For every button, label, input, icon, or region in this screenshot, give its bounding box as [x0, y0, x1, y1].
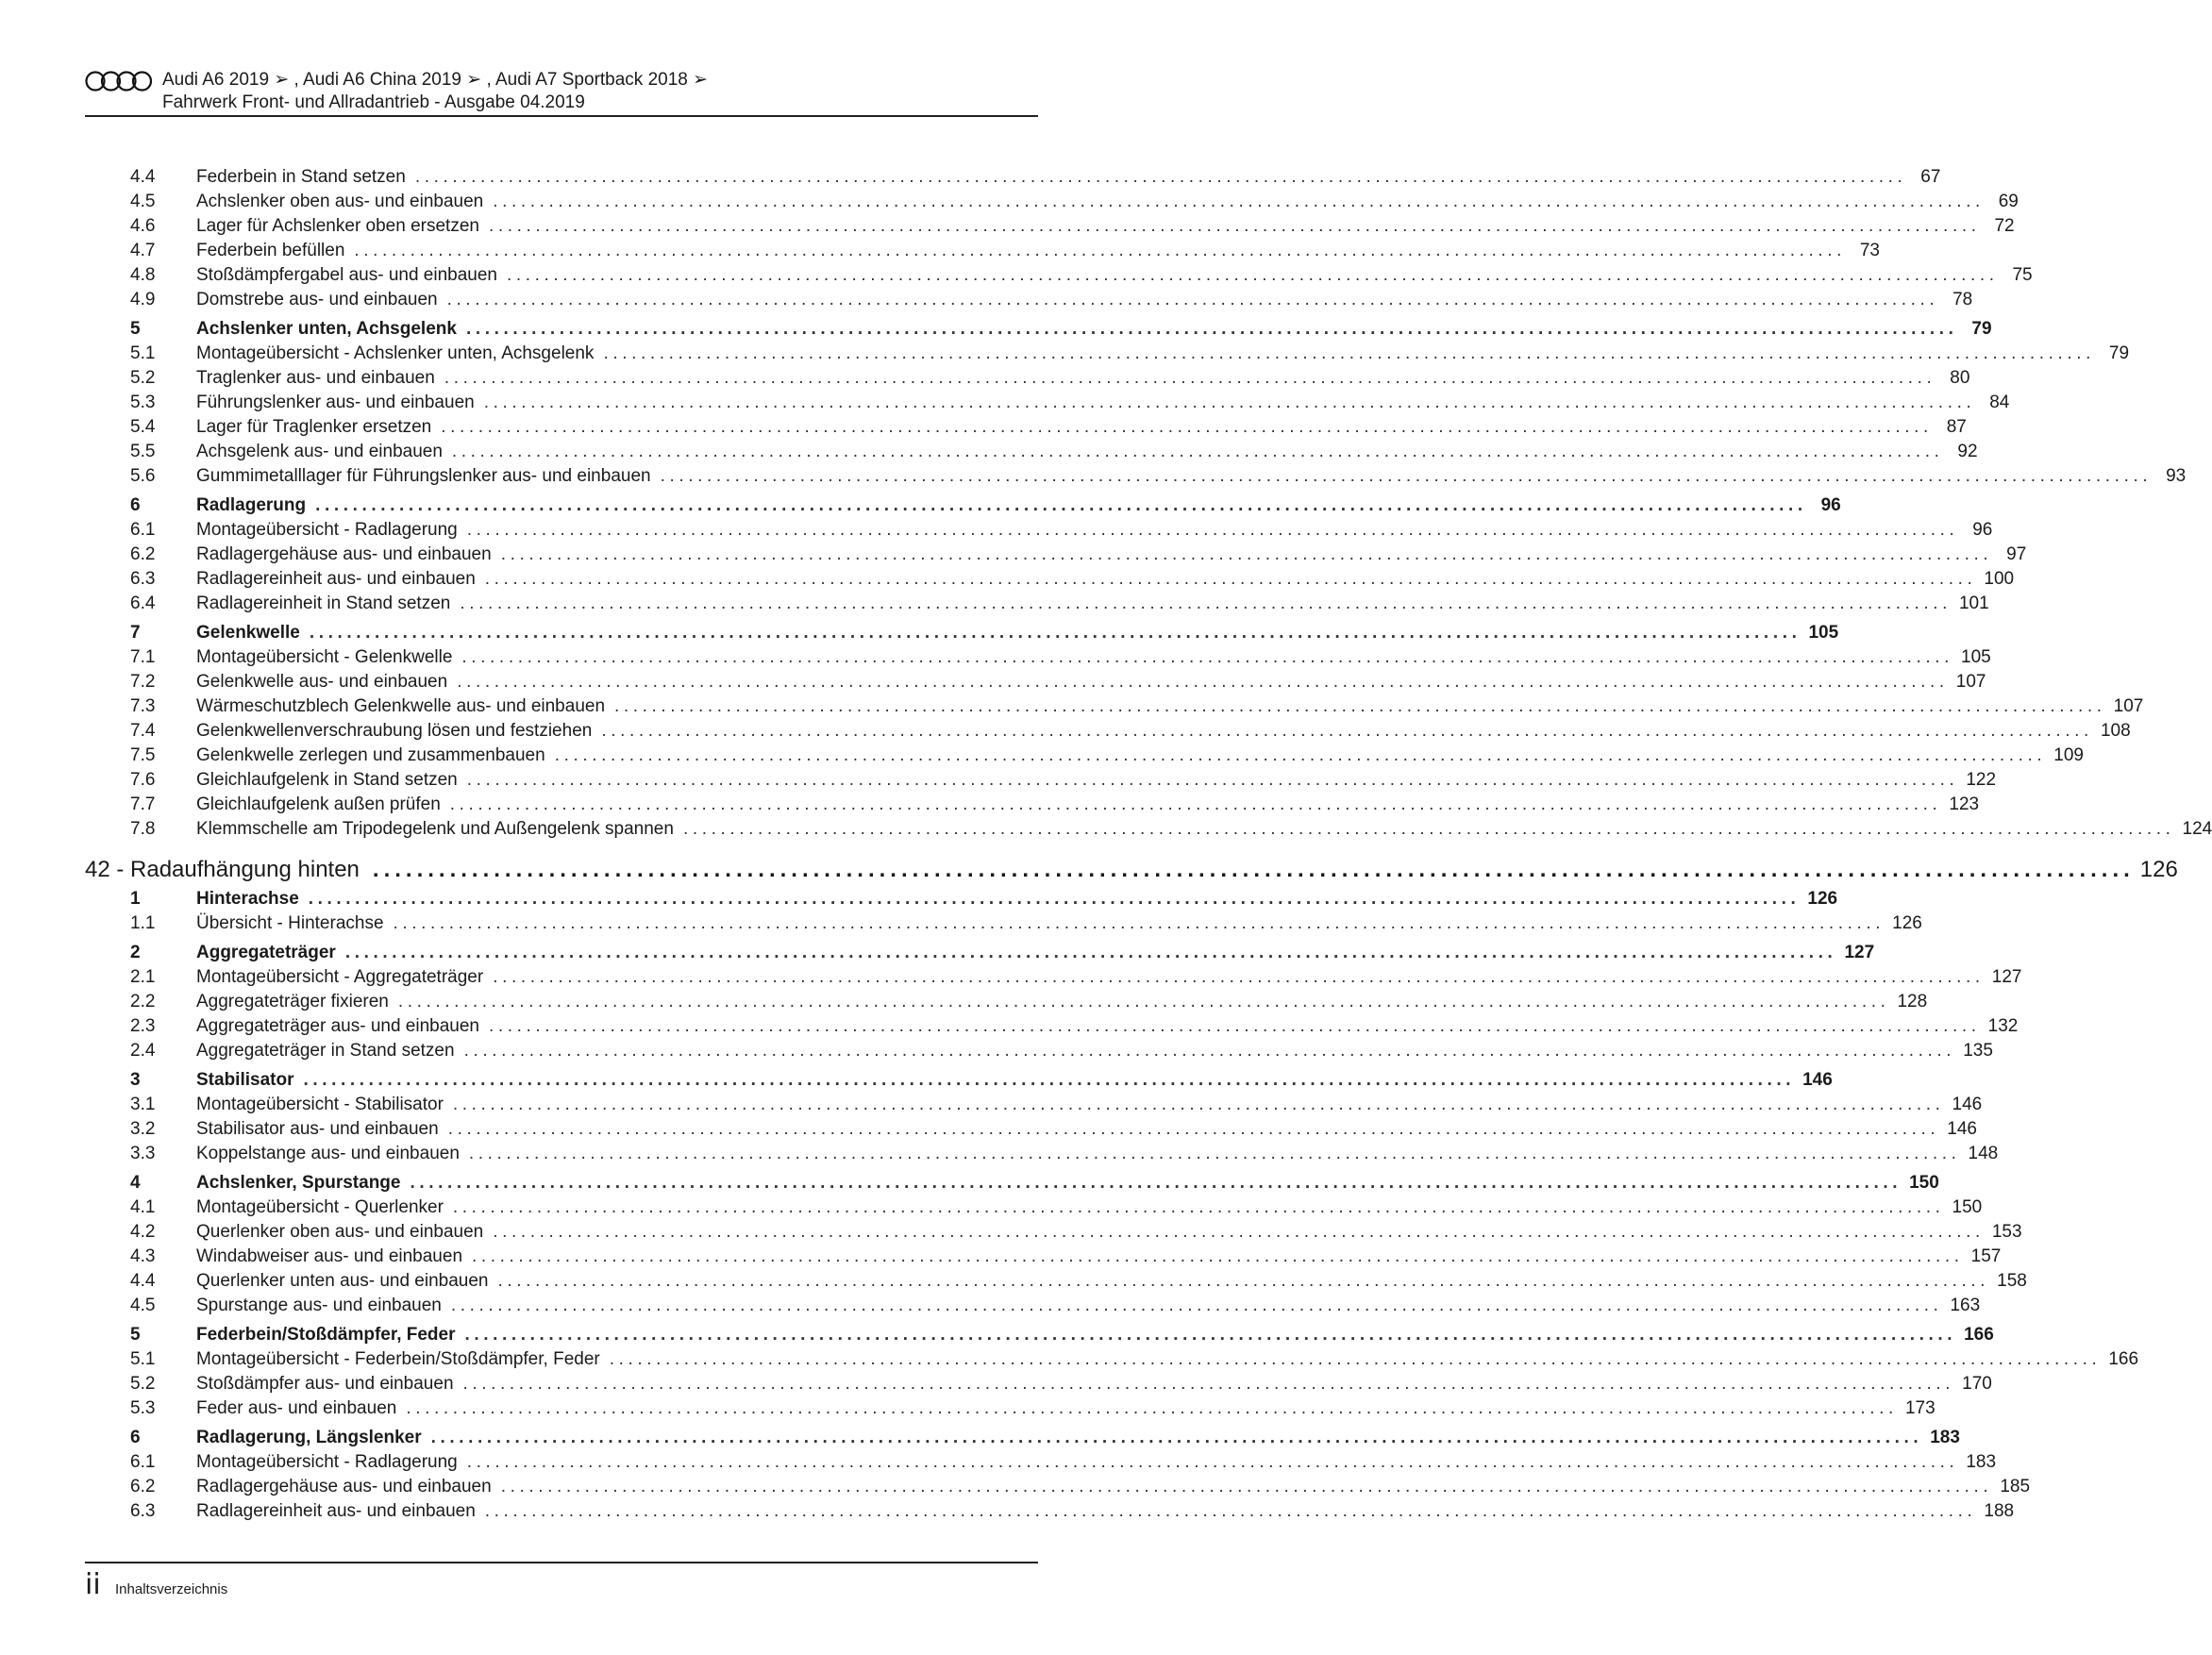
entry-title: Stoßdämpfer aus- und einbauen [196, 1374, 454, 1394]
entry-number: 5.5 [130, 442, 156, 461]
toc-entry-row[interactable] [85, 263, 2033, 288]
dot-leader: ................................................................................................................................................................ [406, 1398, 1898, 1418]
toc-entry-row[interactable] [85, 768, 1997, 793]
entry-page-number: 92 [1957, 442, 1978, 461]
entry-number: 5 [130, 319, 141, 339]
toc-entry-row[interactable] [85, 518, 1993, 543]
dot-leader: ................................................................................................................................................................ [460, 593, 1952, 613]
entry-number: 5.1 [130, 343, 156, 363]
entry-title: Gelenkwelle [196, 623, 300, 643]
toc-entry-row[interactable] [85, 817, 2212, 842]
entry-page-number: 107 [1955, 672, 1986, 692]
dot-leader: ................................................................................................................................................................ [430, 1428, 1923, 1447]
toc-entry-row[interactable] [85, 645, 1991, 670]
entry-page-number: 135 [1963, 1041, 1993, 1061]
entry-page-number: 126 [1807, 889, 1838, 909]
entry-page-number: 166 [1964, 1325, 1994, 1345]
entry-page-number: 124 [2182, 819, 2212, 839]
entry-title: Klemmschelle am Tripodegelenk und Außengelenk spannen [196, 819, 674, 839]
dot-leader: ................................................................................................................................................................ [483, 393, 1976, 412]
entry-number: 4.3 [130, 1246, 156, 1266]
entry-number: 2.3 [130, 1016, 156, 1036]
entry-page-number: 73 [1859, 241, 1880, 260]
dot-leader: ................................................................................................................................................................ [601, 721, 2093, 741]
entry-title: Querlenker oben aus- und einbauen [196, 1222, 484, 1242]
dot-leader: ................................................................................................................................................................ [393, 913, 1885, 933]
toc-section-heading[interactable] [85, 853, 2178, 887]
entry-page-number: 69 [1998, 192, 2019, 211]
entry-title: Montageübersicht - Radlagerung [196, 1452, 458, 1472]
toc-entry-row[interactable] [85, 165, 1941, 190]
page-header [85, 66, 1038, 117]
toc-entry-row[interactable] [85, 239, 1880, 263]
entry-number: 2.2 [130, 992, 156, 1011]
dot-leader: ................................................................................................................................................................ [493, 1222, 1985, 1242]
entry-number: 2.1 [130, 967, 156, 987]
entry-title: Montageübersicht - Radlagerung [196, 520, 458, 540]
entry-page-number: 100 [1984, 569, 2015, 589]
toc-chapter-row[interactable] [85, 1068, 1833, 1093]
entry-title: Traglenker aus- und einbauen [196, 368, 435, 388]
toc-entry-row[interactable] [85, 1499, 2015, 1524]
entry-number: 5.4 [130, 417, 156, 437]
entry-title: Übersicht - Hinterachse [196, 913, 384, 933]
section-title: 42 - Radaufhängung hinten [85, 857, 360, 882]
entry-page-number: 146 [1802, 1070, 1833, 1090]
header-divider [85, 115, 1038, 117]
entry-page-number: 108 [2100, 721, 2131, 741]
dot-leader: ................................................................................................................................................................ [500, 544, 1993, 564]
entry-title: Spurstange aus- und einbauen [196, 1296, 442, 1315]
entry-title: Federbein in Stand setzen [196, 167, 406, 187]
toc-entry-row[interactable] [85, 190, 2019, 214]
entry-page-number: 96 [1972, 520, 1993, 540]
entry-title: Radlagergehäuse aus- und einbauen [196, 544, 492, 564]
entry-title: Radlagereinheit aus- und einbauen [196, 1501, 476, 1521]
entry-title: Lager für Achslenker oben ersetzen [196, 216, 479, 236]
entry-number: 2.4 [130, 1041, 156, 1061]
entry-page-number: 79 [2108, 343, 2130, 363]
entry-title: Montageübersicht - Federbein/Stoßdämpfer, Feder [196, 1349, 600, 1369]
entry-title: Achsgelenk aus- und einbauen [196, 442, 443, 461]
dot-leader: ................................................................................................................................................................ [449, 794, 1942, 814]
entry-title: Hinterachse [196, 889, 299, 909]
toc-group-front-axle [85, 165, 2212, 842]
entry-page-number: 157 [1970, 1246, 2002, 1266]
entry-page-number: 166 [2108, 1349, 2139, 1369]
dot-leader: ................................................................................................................................................................ [603, 343, 2096, 363]
toc-entry-row[interactable] [85, 391, 2010, 415]
entry-title: Montageübersicht - Achslenker unten, Achsgelenk [196, 343, 595, 363]
dot-leader: ................................................................................................................................................................ [397, 992, 1890, 1011]
entry-title: Wärmeschutzblech Gelenkwelle aus- und einbauen [196, 696, 606, 716]
dot-leader: ................................................................................................................................................................ [500, 1477, 1993, 1496]
entry-number: 5.2 [130, 368, 156, 388]
toc-entry-row[interactable] [85, 911, 1922, 936]
entry-number: 1 [130, 889, 141, 909]
entry-number: 6.3 [130, 569, 156, 589]
entry-page-number: 158 [1997, 1271, 2027, 1291]
toc-chapter-row[interactable] [85, 317, 1992, 342]
entry-number: 7.2 [130, 672, 156, 692]
dot-leader: ................................................................................................................................................................ [466, 770, 1959, 790]
dot-leader: ................................................................................................................................................................ [450, 1296, 1943, 1315]
entry-number: 7.1 [130, 647, 156, 667]
toc-chapter-row[interactable] [85, 621, 1839, 645]
dot-leader: ................................................................................................................................................................ [493, 967, 1985, 987]
entry-page-number: 75 [2012, 265, 2033, 285]
entry-number: 5.1 [130, 1349, 156, 1369]
entry-number: 7.7 [130, 794, 156, 814]
entry-number: 4.5 [130, 1296, 156, 1315]
entry-number: 7.5 [130, 745, 156, 765]
dot-leader: ................................................................................................................................................................ [497, 1271, 1990, 1291]
toc-entry-row[interactable] [85, 1294, 1981, 1318]
entry-page-number: 109 [2053, 745, 2084, 765]
toc-entry-row[interactable] [85, 1245, 2002, 1269]
toc-entry-row[interactable] [85, 793, 1980, 817]
entry-page-number: 132 [1987, 1016, 2019, 1036]
dot-leader: ................................................................................................................................................................ [609, 1349, 2102, 1369]
dot-leader: ................................................................................................................................................................ [372, 857, 2135, 882]
entry-page-number: 105 [1808, 623, 1839, 643]
entry-title: Radlagereinheit aus- und einbauen [196, 569, 476, 589]
toc-entry-row[interactable] [85, 1014, 2019, 1039]
entry-title: Achslenker unten, Achsgelenk [196, 319, 457, 339]
entry-number: 4.2 [130, 1222, 156, 1242]
audi-rings-logo [85, 70, 153, 92]
entry-page-number: 101 [1958, 593, 1989, 613]
toc-chapter-row[interactable] [85, 1171, 1939, 1195]
toc-entry-row[interactable] [85, 543, 2027, 567]
toc-entry-row[interactable] [85, 1347, 2139, 1372]
toc-entry-row[interactable] [85, 366, 1970, 391]
entry-title: Querlenker unten aus- und einbauen [196, 1271, 489, 1291]
entry-page-number: 128 [1897, 992, 1928, 1011]
toc-entry-row[interactable] [85, 1195, 1983, 1220]
entry-number: 6 [130, 495, 141, 515]
entry-number: 3.3 [130, 1144, 156, 1163]
dot-leader: ................................................................................................................................................................ [447, 1119, 1940, 1139]
entry-number: 4.9 [130, 290, 156, 309]
dot-leader: ................................................................................................................................................................ [446, 290, 1939, 309]
entry-page-number: 150 [1952, 1197, 1983, 1217]
entry-title: Achslenker oben aus- und einbauen [196, 192, 484, 211]
dot-leader: ................................................................................................................................................................ [444, 368, 1936, 388]
entry-number: 6.1 [130, 1452, 156, 1472]
dot-leader: ................................................................................................................................................................ [451, 442, 1944, 461]
entry-page-number: 173 [1904, 1398, 1936, 1418]
entry-number: 4.4 [130, 167, 156, 187]
entry-title: Aggregateträger [196, 943, 336, 962]
entry-page-number: 185 [2000, 1477, 2031, 1496]
entry-number: 4.5 [130, 192, 156, 211]
entry-page-number: 105 [1961, 647, 1991, 667]
entry-page-number: 93 [2166, 466, 2187, 486]
toc-entry-row[interactable] [85, 214, 2015, 239]
entry-number: 7.8 [130, 819, 156, 839]
entry-page-number: 153 [1991, 1222, 2022, 1242]
toc-entry-row[interactable] [85, 1142, 1999, 1166]
toc-entry-row[interactable] [85, 1269, 2027, 1294]
entry-page-number: 122 [1966, 770, 1997, 790]
entry-number: 4.7 [130, 241, 156, 260]
entry-number: 7 [130, 623, 141, 643]
entry-number: 3.2 [130, 1119, 156, 1139]
entry-title: Stoßdämpfergabel aus- und einbauen [196, 265, 498, 285]
entry-number: 4.4 [130, 1271, 156, 1291]
dot-leader: ................................................................................................................................................................ [344, 943, 1837, 962]
header-manual-title: Fahrwerk Front- und Allradantrieb - Ausgabe 04.2019 [162, 92, 585, 112]
entry-page-number: 107 [2113, 696, 2144, 716]
toc-entry-row[interactable] [85, 415, 1967, 440]
entry-number: 3.1 [130, 1095, 156, 1114]
toc-entry-row[interactable] [85, 288, 1973, 312]
entry-page-number: 188 [1984, 1501, 2015, 1521]
entry-title: Federbein befüllen [196, 241, 345, 260]
toc-entry-row[interactable] [85, 694, 2144, 719]
dot-leader: ................................................................................................................................................................ [466, 520, 1959, 540]
entry-title: Radlagereinheit in Stand setzen [196, 593, 451, 613]
dot-leader: ................................................................................................................................................................ [493, 192, 1985, 211]
entry-number: 5 [130, 1325, 141, 1345]
toc-entry-row[interactable] [85, 965, 2022, 990]
entry-title: Domstrebe aus- und einbauen [196, 290, 438, 309]
entry-number: 5.3 [130, 1398, 156, 1418]
dot-leader: ................................................................................................................................................................ [466, 1452, 1959, 1472]
dot-leader: ................................................................................................................................................................ [461, 647, 1954, 667]
entry-number: 4.8 [130, 265, 156, 285]
entry-page-number: 126 [1892, 913, 1922, 933]
entry-page-number: 72 [1994, 216, 2015, 236]
dot-leader: ................................................................................................................................................................ [488, 216, 1981, 236]
dot-leader: ................................................................................................................................................................ [463, 1041, 1956, 1061]
footer-divider [85, 1562, 1038, 1563]
entry-title: Montageübersicht - Stabilisator [196, 1095, 444, 1114]
dot-leader: ................................................................................................................................................................ [303, 1070, 1796, 1090]
entry-title: Aggregateträger fixieren [196, 992, 389, 1011]
dot-leader: ................................................................................................................................................................ [484, 1501, 1977, 1521]
toc-entry-row[interactable] [85, 440, 1978, 464]
toc-chapter-row[interactable] [85, 1426, 1960, 1450]
toc-entry-row[interactable] [85, 990, 1928, 1014]
toc-chapter-row[interactable] [85, 887, 1838, 911]
entry-title: Aggregateträger aus- und einbauen [196, 1016, 480, 1036]
toc-entry-row[interactable] [85, 670, 1986, 694]
entry-number: 5.2 [130, 1374, 156, 1394]
entry-title: Radlagerung [196, 495, 307, 515]
entry-number: 7.4 [130, 721, 156, 741]
table-of-contents [85, 165, 2212, 1524]
entry-title: Gelenkwellenverschraubung lösen und festziehen [196, 721, 593, 741]
entry-page-number: 150 [1909, 1173, 1939, 1193]
entry-number: 6 [130, 1428, 141, 1447]
entry-number: 5.3 [130, 393, 156, 412]
entry-page-number: 146 [1947, 1119, 1977, 1139]
entry-page-number: 87 [1946, 417, 1967, 437]
dot-leader: ................................................................................................................................................................ [441, 417, 1933, 437]
entry-title: Gummimetalllager für Führungslenker aus- und einbauen [196, 466, 651, 486]
toc-entry-row[interactable] [85, 1220, 2022, 1245]
entry-page-number: 170 [1962, 1374, 1992, 1394]
entry-title: Aggregateträger in Stand setzen [196, 1041, 455, 1061]
toc-entry-row[interactable] [85, 744, 2084, 768]
entry-page-number: 127 [1991, 967, 2022, 987]
entry-number: 1.1 [130, 913, 156, 933]
entry-title: Lager für Traglenker ersetzen [196, 417, 432, 437]
entry-page-number: 84 [1989, 393, 2010, 412]
entry-title: Montageübersicht - Querlenker [196, 1197, 444, 1217]
dot-leader: ................................................................................................................................................................ [465, 319, 1958, 339]
entry-title: Radlagergehäuse aus- und einbauen [196, 1477, 492, 1496]
dot-leader: ................................................................................................................................................................ [309, 623, 1801, 643]
entry-number: 5.6 [130, 466, 156, 486]
header-vehicle-models: Audi A6 2019 ➢ , Audi A6 China 2019 ➢ , Audi A7 Sportback 2018 ➢ [162, 70, 709, 90]
entry-page-number: 80 [1950, 368, 1970, 388]
footer-label: Inhaltsverzeichnis [115, 1581, 228, 1597]
dot-leader: ................................................................................................................................................................ [554, 745, 2047, 765]
toc-entry-row[interactable] [85, 592, 1989, 616]
dot-leader: ................................................................................................................................................................ [489, 1016, 1981, 1036]
entry-title: Koppelstange aus- und einbauen [196, 1144, 460, 1163]
toc-entry-row[interactable] [85, 1450, 1997, 1475]
dot-leader: ................................................................................................................................................................ [354, 241, 1846, 260]
dot-leader: ................................................................................................................................................................ [682, 819, 2175, 839]
entry-title: Windabweiser aus- und einbauen [196, 1246, 463, 1266]
entry-page-number: 97 [2006, 544, 2027, 564]
dot-leader: ................................................................................................................................................................ [472, 1246, 1964, 1266]
entry-page-number: 67 [1920, 167, 1941, 187]
entry-title: Montageübersicht - Aggregateträger [196, 967, 484, 987]
entry-number: 7.3 [130, 696, 156, 716]
dot-leader: ................................................................................................................................................................ [462, 1374, 1955, 1394]
entry-number: 4.1 [130, 1197, 156, 1217]
dot-leader: ................................................................................................................................................................ [660, 466, 2153, 486]
entry-number: 3 [130, 1070, 141, 1090]
entry-title: Gleichlaufgelenk außen prüfen [196, 794, 441, 814]
entry-number: 7.6 [130, 770, 156, 790]
entry-page-number: 123 [1949, 794, 1980, 814]
entry-page-number: 96 [1820, 495, 1841, 515]
entry-number: 4.6 [130, 216, 156, 236]
toc-chapter-row[interactable] [85, 941, 1875, 965]
toc-entry-row[interactable] [85, 1396, 1936, 1421]
entry-number: 6.3 [130, 1501, 156, 1521]
toc-entry-row[interactable] [85, 719, 2131, 744]
entry-title: Führungslenker aus- und einbauen [196, 393, 475, 412]
dot-leader: ................................................................................................................................................................ [457, 672, 1949, 692]
toc-chapter-row[interactable] [85, 493, 1841, 518]
entry-number: 6.2 [130, 544, 156, 564]
section-page-number: 126 [2139, 857, 2178, 882]
entry-page-number: 146 [1952, 1095, 1983, 1114]
dot-leader: ................................................................................................................................................................ [507, 265, 1999, 285]
entry-title: Stabilisator aus- und einbauen [196, 1119, 439, 1139]
entry-title: Radlagerung, Längslenker [196, 1428, 422, 1447]
entry-number: 6.2 [130, 1477, 156, 1496]
dot-leader: ................................................................................................................................................................ [452, 1197, 1945, 1217]
toc-group-rear-axle [85, 887, 2139, 1524]
footer-page-number: ii [85, 1568, 101, 1601]
toc-entry-row[interactable] [85, 1093, 1983, 1117]
entry-page-number: 148 [1968, 1144, 1999, 1163]
dot-leader: ................................................................................................................................................................ [484, 569, 1977, 589]
entry-number: 6.1 [130, 520, 156, 540]
toc-entry-row[interactable] [85, 1372, 1992, 1396]
dot-leader: ................................................................................................................................................................ [410, 1173, 1902, 1193]
entry-page-number: 183 [1966, 1452, 1997, 1472]
dot-leader: ................................................................................................................................................................ [308, 889, 1801, 909]
dot-leader: ................................................................................................................................................................ [464, 1325, 1957, 1345]
entry-page-number: 163 [1950, 1296, 1981, 1315]
entry-page-number: 183 [1930, 1428, 1960, 1447]
toc-entry-row[interactable] [85, 1475, 2031, 1499]
entry-number: 2 [130, 943, 141, 962]
entry-title: Achslenker, Spurstange [196, 1173, 401, 1193]
toc-entry-row[interactable] [85, 1117, 1977, 1142]
toc-chapter-row[interactable] [85, 1323, 1994, 1347]
entry-number: 4 [130, 1173, 141, 1193]
entry-title: Stabilisator [196, 1070, 294, 1090]
entry-title: Gleichlaufgelenk in Stand setzen [196, 770, 458, 790]
toc-entry-row[interactable] [85, 567, 2015, 592]
entry-title: Gelenkwelle zerlegen und zusammenbauen [196, 745, 545, 765]
entry-title: Gelenkwelle aus- und einbauen [196, 672, 448, 692]
toc-entry-row[interactable] [85, 464, 2187, 489]
entry-title: Feder aus- und einbauen [196, 1398, 397, 1418]
dot-leader: ................................................................................................................................................................ [468, 1144, 1961, 1163]
toc-entry-row[interactable] [85, 342, 2130, 366]
entry-title: Federbein/Stoßdämpfer, Feder [196, 1325, 456, 1345]
dot-leader: ................................................................................................................................................................ [414, 167, 1907, 187]
dot-leader: ................................................................................................................................................................ [452, 1095, 1945, 1114]
entry-page-number: 78 [1952, 290, 1973, 309]
dot-leader: ................................................................................................................................................................ [614, 696, 2106, 716]
entry-page-number: 79 [1971, 319, 1992, 339]
dot-leader: ................................................................................................................................................................ [315, 495, 1807, 515]
toc-entry-row[interactable] [85, 1039, 1993, 1063]
entry-page-number: 127 [1844, 943, 1875, 962]
entry-number: 6.4 [130, 593, 156, 613]
entry-title: Montageübersicht - Gelenkwelle [196, 647, 453, 667]
